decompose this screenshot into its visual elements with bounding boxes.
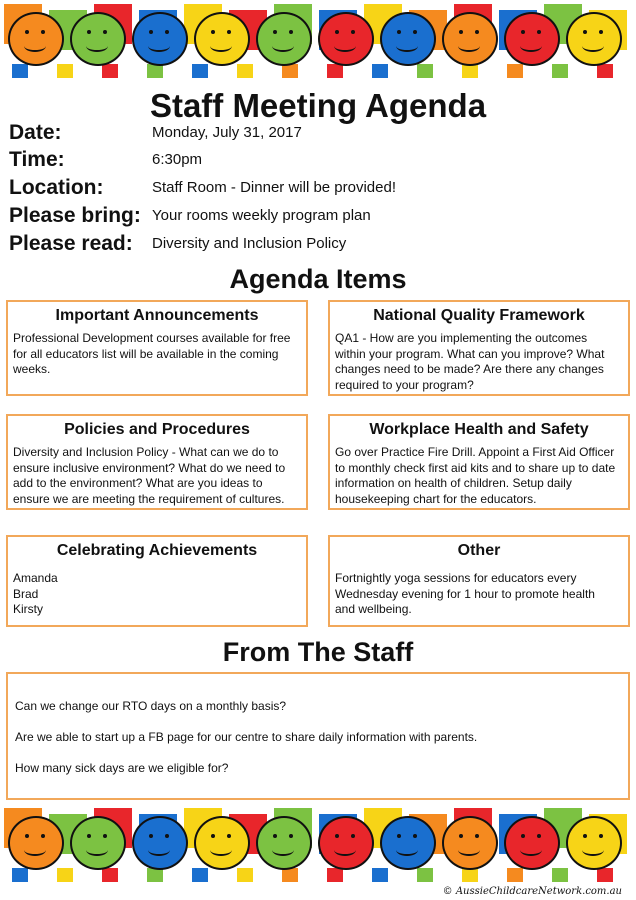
small-color-square	[552, 64, 568, 78]
face-smile	[520, 40, 542, 52]
box-important-announcements	[6, 300, 308, 396]
box-line: Brad	[13, 586, 39, 601]
box-title: Policies and Procedures	[64, 421, 250, 438]
cartoon-face-icon	[442, 816, 498, 870]
box-line: for all educators list will be available in the coming	[13, 346, 279, 361]
small-color-square	[237, 64, 253, 78]
small-color-square	[12, 64, 28, 78]
small-color-square	[147, 868, 163, 882]
small-color-square	[192, 64, 208, 78]
face-eye	[397, 834, 401, 838]
face-eye	[351, 834, 355, 838]
face-eye	[475, 30, 479, 34]
box-line: Wednesday evening for 1 hour to promote health	[335, 586, 595, 601]
small-color-square	[237, 868, 253, 882]
box-line: changes need to be made? Are there any changes	[335, 362, 604, 376]
info-label: Date:	[9, 121, 62, 144]
small-color-square	[102, 64, 118, 78]
small-color-square	[147, 64, 163, 78]
box-line: and wellbeing.	[335, 602, 412, 616]
face-eye	[211, 834, 215, 838]
box-line: ensure inclusive environment? What do we need to	[13, 460, 286, 475]
face-smile	[210, 844, 232, 856]
small-color-square	[327, 64, 343, 78]
face-eye	[537, 30, 541, 34]
face-smile	[148, 40, 170, 52]
face-eye	[459, 834, 463, 838]
small-color-square	[507, 868, 523, 882]
cartoon-face-icon	[318, 12, 374, 66]
box-title: Celebrating Achievements	[56, 542, 258, 559]
box-line: information on health of children. Setup daily	[335, 476, 572, 490]
box-line: within your program. What can you improve? What	[335, 346, 605, 361]
face-eye	[289, 834, 293, 838]
small-color-square	[57, 64, 73, 78]
cartoon-face-icon	[256, 816, 312, 870]
info-label: Time:	[9, 148, 65, 171]
face-smile	[582, 40, 604, 52]
box-line: add to the environment? What are you ideas to	[13, 476, 263, 490]
box-title: Workplace Health and Safety	[369, 421, 589, 438]
info-value: Your rooms weekly program plan	[152, 207, 371, 224]
small-color-square	[372, 64, 388, 78]
face-eye	[103, 30, 107, 34]
box-national-quality-framework	[328, 300, 630, 396]
small-color-square	[12, 868, 28, 882]
face-smile	[396, 40, 418, 52]
small-color-square	[282, 64, 298, 78]
cartoon-face-icon	[566, 12, 622, 66]
box-body	[335, 571, 623, 618]
cartoon-face-icon	[8, 816, 64, 870]
box-body	[335, 331, 623, 393]
face-eye	[351, 30, 355, 34]
cartoon-face-icon	[380, 12, 436, 66]
small-color-square	[552, 868, 568, 882]
small-color-square	[327, 868, 343, 882]
face-eye	[149, 834, 153, 838]
cartoon-face-icon	[380, 816, 436, 870]
box-line: Professional Development courses available for free	[13, 331, 291, 345]
box-body	[335, 445, 623, 507]
face-eye	[25, 30, 29, 34]
small-color-square	[57, 868, 73, 882]
box-line: Go over Practice Fire Drill. Appoint a First Aid Officer	[335, 445, 615, 459]
face-eye	[413, 30, 417, 34]
face-smile	[272, 844, 294, 856]
small-color-square	[372, 868, 388, 882]
face-eye	[413, 834, 417, 838]
cartoon-face-icon	[132, 816, 188, 870]
small-color-square	[462, 64, 478, 78]
face-eye	[103, 834, 107, 838]
decorative-banner-top	[0, 4, 636, 82]
cartoon-face-icon	[194, 12, 250, 66]
box-line: Fortnightly yoga sessions for educators every	[335, 571, 577, 585]
cartoon-face-icon	[8, 12, 64, 66]
staff-questions-box	[6, 672, 630, 800]
box-line: weeks.	[13, 362, 51, 376]
face-eye	[599, 30, 603, 34]
box-other	[328, 535, 630, 627]
cartoon-face-icon	[132, 12, 188, 66]
face-smile	[86, 40, 108, 52]
face-eye	[165, 834, 169, 838]
face-eye	[335, 834, 339, 838]
box-policies-and-procedures	[6, 414, 308, 510]
box-title: Other	[457, 542, 501, 559]
face-smile	[458, 40, 480, 52]
face-smile	[334, 844, 356, 856]
box-line: required to your program?	[335, 377, 474, 392]
cartoon-face-icon	[256, 12, 312, 66]
face-smile	[148, 844, 170, 856]
small-color-square	[417, 64, 433, 78]
face-smile	[272, 40, 294, 52]
cartoon-face-icon	[442, 12, 498, 66]
face-smile	[24, 40, 46, 52]
agenda-items-heading: Agenda Items	[229, 264, 407, 294]
small-color-square	[102, 868, 118, 882]
box-line: Diversity and Inclusion Policy - What can we do to	[13, 445, 279, 459]
box-title: National Quality Framework	[373, 307, 585, 324]
face-eye	[41, 30, 45, 34]
staff-question: Can we change our RTO days on a monthly basis?	[15, 699, 287, 713]
box-body	[13, 571, 301, 618]
info-value: Staff Room - Dinner will be provided!	[152, 179, 396, 196]
info-value: Monday, July 31, 2017	[152, 124, 302, 141]
staff-question: Are we able to start up a FB page for our centre to share daily information with parents.	[15, 730, 478, 744]
small-color-square	[192, 868, 208, 882]
info-value: 6:30pm	[152, 151, 203, 168]
info-value: Diversity and Inclusion Policy	[152, 235, 347, 252]
face-eye	[211, 30, 215, 34]
from-the-staff-heading: From The Staff	[222, 637, 414, 667]
box-body	[13, 445, 301, 507]
face-eye	[165, 30, 169, 34]
face-eye	[25, 834, 29, 838]
face-eye	[583, 30, 587, 34]
box-title: Important Announcements	[55, 307, 259, 324]
box-line: ensure we are meeting the requirement of cultures.	[13, 491, 285, 506]
face-smile	[210, 40, 232, 52]
face-eye	[583, 834, 587, 838]
face-smile	[582, 844, 604, 856]
info-label: Please read:	[9, 232, 133, 255]
info-label: Please bring:	[9, 204, 141, 227]
cartoon-face-icon	[318, 816, 374, 870]
box-line: housekeeping chart for the educators.	[335, 491, 537, 506]
page-title: Staff Meeting Agenda	[149, 87, 487, 124]
face-eye	[227, 834, 231, 838]
face-smile	[520, 844, 542, 856]
face-eye	[521, 834, 525, 838]
staff-question: How many sick days are we eligible for?	[15, 761, 229, 775]
face-eye	[149, 30, 153, 34]
cartoon-face-icon	[70, 816, 126, 870]
face-eye	[335, 30, 339, 34]
face-smile	[86, 844, 108, 856]
small-color-square	[597, 64, 613, 78]
face-smile	[396, 844, 418, 856]
face-eye	[397, 30, 401, 34]
decorative-banner-bottom	[0, 808, 636, 886]
face-eye	[41, 834, 45, 838]
box-line: QA1 - How are you implementing the outcomes	[335, 331, 588, 345]
small-color-square	[417, 868, 433, 882]
face-smile	[334, 40, 356, 52]
cartoon-face-icon	[194, 816, 250, 870]
small-color-square	[507, 64, 523, 78]
cartoon-face-icon	[504, 816, 560, 870]
box-line: Amanda	[13, 571, 58, 585]
box-celebrating-achievements	[6, 535, 308, 627]
copyright-credit: © AussieChildcareNetwork.com.au	[442, 886, 622, 897]
face-eye	[227, 30, 231, 34]
info-label: Location:	[9, 176, 104, 199]
face-eye	[521, 30, 525, 34]
face-eye	[87, 834, 91, 838]
face-eye	[273, 30, 277, 34]
small-color-square	[462, 868, 478, 882]
small-color-square	[597, 868, 613, 882]
box-line: to monthly check first aid kits and to share up to date	[335, 460, 616, 475]
face-smile	[458, 844, 480, 856]
box-workplace-health-and-safety	[328, 414, 630, 510]
face-eye	[273, 834, 277, 838]
cartoon-face-icon	[70, 12, 126, 66]
box-line: Kirsty	[13, 602, 43, 616]
box-body	[13, 331, 301, 378]
face-eye	[537, 834, 541, 838]
face-smile	[24, 844, 46, 856]
face-eye	[599, 834, 603, 838]
small-color-square	[282, 868, 298, 882]
face-eye	[289, 30, 293, 34]
cartoon-face-icon	[504, 12, 560, 66]
cartoon-face-icon	[566, 816, 622, 870]
face-eye	[459, 30, 463, 34]
face-eye	[87, 30, 91, 34]
face-eye	[475, 834, 479, 838]
